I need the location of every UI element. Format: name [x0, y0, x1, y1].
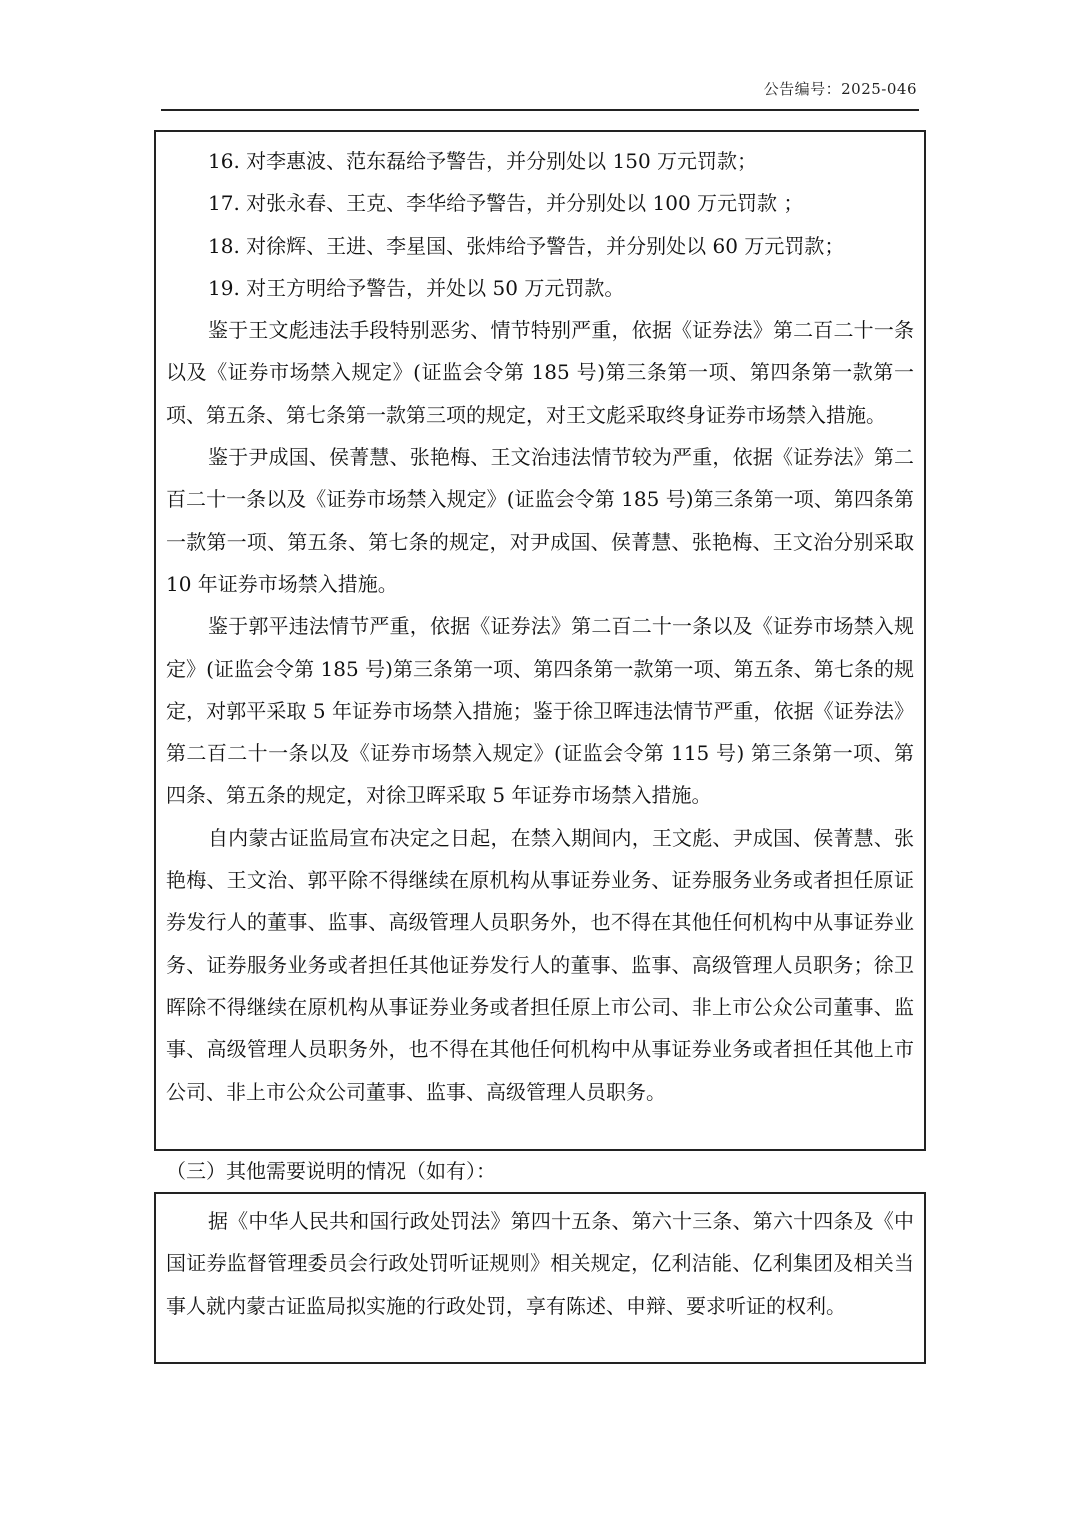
section-three-title: （三）其他需要说明的情况（如有）： [166, 1159, 496, 1183]
announcement-number: 公告编号：2025-046 [763, 80, 917, 98]
ban-scope-paragraph: 自内蒙古证监局宣布决定之日起，在禁入期间内，王文彪、尹成国、侯菁慧、张艳梅、王文治、郭平除不得继续在原机构从事证券业务、证券服务业务或者担任原证券发行人的董事、监事、高级管理人员职务外，也不得在其他任何机构中从事证券业务、证券服务业务或者担任其他证券发行人的董事、监事、高级管理人员职务；徐卫晖除不得继续在原机构从事证券业务或者担任原上市公司、非上市公众公司董事、监事、高级管理人员职务外，也不得在其他任何机构中从事证券业务或者担任其他上市公司、非上市公众公司董事、监事、高级管理人员职务。 [166, 825, 914, 1104]
market-ban-paragraph-wang: 鉴于王文彪违法手段特别恶劣、情节特别严重，依据《证券法》第二百二十一条以及《证券市场禁入规定》(证监会令第 185 号)第三条第一项、第四条第一款第一项、第五条、第七条第一款第三项的规定，对王文彪采取终身证券市场禁入措施。 [166, 318, 914, 427]
hearing-rights-paragraph: 据《中华人民共和国行政处罚法》第四十五条、第六十三条、第六十四条及《中国证券监督管理委员会行政处罚听证规则》相关规定，亿利洁能、亿利集团及相关当事人就内蒙古证监局拟实施的行政处罚，享有陈述、申辩、要求听证的权利。 [166, 1209, 914, 1318]
other-matters-box [154, 1192, 926, 1364]
header-divider [161, 109, 919, 111]
penalty-item-19: 19. 对王方明给予警告，并处以 50 万元罚款。 [208, 275, 625, 300]
penalty-item-16: 16. 对李惠波、范东磊给予警告，并分别处以 150 万元罚款； [208, 149, 758, 173]
penalty-item-17: 17. 对张永春、王克、李华给予警告，并分别处以 100 万元罚款 ； [208, 191, 804, 216]
market-ban-paragraph-yin: 鉴于尹成国、侯菁慧、张艳梅、王文治违法情节较为严重，依据《证券法》第二百二十一条以及《证券市场禁入规定》(证监会令第 185 号)第三条第一项、第四条第一款第一项、第五条、第七条的规定，对尹成国、侯菁慧、张艳梅、王文治分别采取 10 年证券市场禁入措施。 [166, 445, 914, 596]
penalty-decision-box [154, 130, 926, 1151]
market-ban-paragraph-guo-xu: 鉴于郭平违法情节严重，依据《证券法》第二百二十一条以及《证券市场禁入规定》(证监会令第 185 号)第三条第一项、第四条第一款第一项、第五条、第七条的规定，对郭平采取 5 年证券市场禁入措施；鉴于徐卫晖违法情节严重，依据《证券法》第二百二十一条以及《证券市场禁入规定》(证监会令第 115 号) 第三条第一项、第四条、第五条的规定，对徐卫晖采取 5 年证券市场禁入措施。 [166, 614, 914, 808]
penalty-item-18: 18. 对徐辉、王进、李星国、张炜给予警告，并分别处以 60 万元罚款； [208, 233, 845, 258]
